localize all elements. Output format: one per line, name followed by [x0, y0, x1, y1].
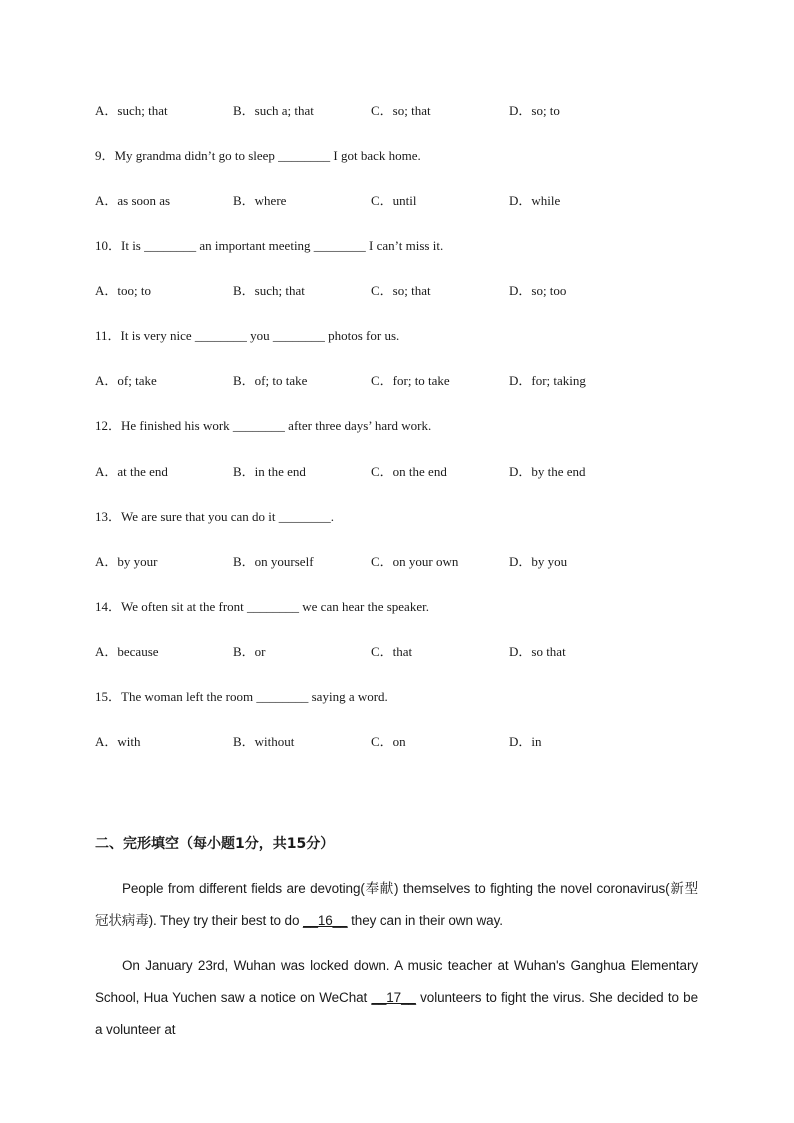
option-a: A．because	[95, 644, 159, 659]
option-c: C．for; to take	[371, 373, 450, 388]
option-b: B．such; that	[233, 283, 305, 298]
question-12-stem: 12．He finished his work ________ after three days’ hard work.	[95, 418, 432, 433]
option-c: C．on the end	[371, 464, 447, 479]
question-15-stem: 15．The woman left the room ________ saying a word.	[95, 689, 388, 704]
question-10-stem: 10．It is ________ an important meeting ________ I can’t miss it.	[95, 238, 444, 253]
option-b: B．or	[233, 644, 266, 659]
option-a: A．with	[95, 734, 141, 749]
option-d: D．by you	[509, 554, 568, 569]
option-d: D．so that	[509, 644, 566, 659]
option-a: A．of; take	[95, 373, 157, 388]
option-a: A．at the end	[95, 464, 168, 479]
blank-16: __16__	[303, 913, 348, 928]
option-b: B．on yourself	[233, 554, 314, 569]
option-a: A．as soon as	[95, 193, 171, 208]
question-14-stem: 14．We often sit at the front ________ we can hear the speaker.	[95, 599, 429, 614]
option-c: C．that	[371, 644, 413, 659]
option-c: C．on your own	[371, 554, 459, 569]
option-d: D．by the end	[509, 464, 586, 479]
option-d: D．while	[509, 193, 561, 208]
option-c: C．so; that	[371, 103, 431, 118]
option-d: D．in	[509, 734, 542, 749]
option-a: A．such; that	[95, 103, 168, 118]
option-b: B．where	[233, 193, 287, 208]
question-9-stem: 9．My grandma didn’t go to sleep ________ I got back home.	[95, 148, 421, 163]
section-heading: 二、完形填空（每小题1分，共15分）	[95, 836, 335, 852]
option-b: B．of; to take	[233, 373, 308, 388]
option-c: C．so; that	[371, 283, 431, 298]
question-11-stem: 11．It is very nice ________ you ________ photos for us.	[95, 328, 400, 343]
paragraph-text: People from different fields are devoting(奉献) themselves to fighting the novel coronavirus(新型冠状病毒). They try their best to do	[95, 881, 698, 928]
option-d: D．so; to	[509, 103, 560, 118]
cloze-paragraph-1	[95, 873, 698, 937]
cloze-paragraph-2	[95, 950, 698, 1046]
option-d: D．for; taking	[509, 373, 586, 388]
option-b: B．without	[233, 734, 295, 749]
option-b: B．such a; that	[233, 103, 314, 118]
blank-17: __17__	[371, 990, 416, 1005]
option-b: B．in the end	[233, 464, 306, 479]
option-a: A．by your	[95, 554, 158, 569]
paragraph-text: volunteers to fight the virus. She decided to be a volunteer at	[95, 990, 698, 1037]
option-d: D．so; too	[509, 283, 567, 298]
question-13-stem: 13．We are sure that you can do it ________.	[95, 509, 335, 524]
option-c: C．on	[371, 734, 406, 749]
option-a: A．too; to	[95, 283, 151, 298]
paragraph-text: they can in their own way.	[347, 913, 503, 928]
paragraph-text: On January 23rd, Wuhan was locked down. A music teacher at Wuhan's Ganghua Elementary School, Hua Yuchen saw a notice on WeChat	[95, 958, 698, 1005]
option-c: C．until	[371, 193, 417, 208]
